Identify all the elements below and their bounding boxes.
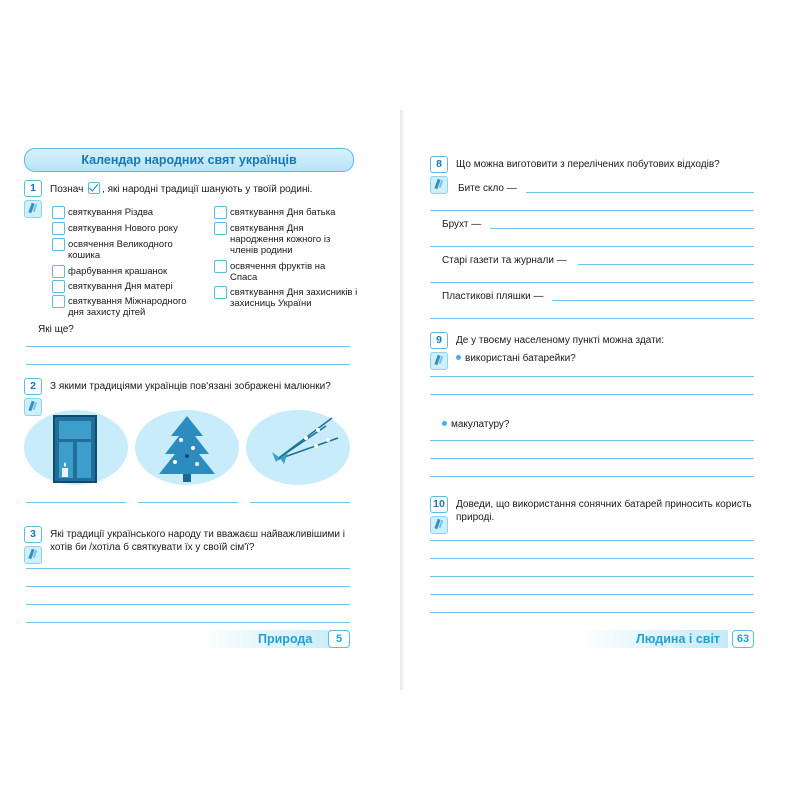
answer-line[interactable] — [26, 622, 350, 623]
right-page — [418, 110, 762, 690]
task-number-3: 3 — [24, 526, 42, 543]
task-number-8: 8 — [430, 156, 448, 173]
willow-branches-picture — [246, 410, 350, 485]
bullet-item — [442, 418, 509, 431]
bullet-text: макулатуру? — [451, 419, 510, 430]
checkbox[interactable] — [214, 222, 227, 235]
answer-line[interactable] — [26, 586, 350, 587]
task1-prompt-end: , які народні традиції шанують у твоїй родині. — [102, 184, 313, 195]
checkbox[interactable] — [214, 286, 227, 299]
bullet-icon — [456, 355, 461, 360]
checkbox[interactable] — [52, 222, 65, 235]
checkmark-icon — [88, 182, 100, 194]
answer-line[interactable] — [26, 364, 350, 365]
answer-line[interactable] — [430, 612, 754, 613]
answer-line[interactable] — [430, 282, 754, 283]
task-number-9: 9 — [430, 332, 448, 349]
checkbox[interactable] — [52, 280, 65, 293]
answer-line[interactable] — [430, 558, 754, 559]
answer-line[interactable] — [526, 192, 754, 193]
answer-line[interactable] — [26, 346, 350, 347]
answer-line[interactable] — [430, 594, 754, 595]
option-label: святкування Дня батька — [230, 207, 336, 218]
waste-item-label: Старі газети та журнали — — [442, 255, 567, 266]
task-number-10: 10 — [430, 496, 448, 513]
waste-item-label: Бите скло — — [458, 183, 517, 194]
waste-item-label: Пластикові пляшки — — [442, 291, 544, 302]
task3-prompt: Які традиції українського народу ти вважаєш найважливішими і хотів би /хотіла б святкувати їх у своїй сім'ї? — [50, 529, 345, 553]
task8-prompt: Що можна виготовити з перелічених побутових відходів? — [456, 159, 720, 170]
option-label: освячення фруктів на Спаса — [230, 261, 326, 283]
pencil-icon — [430, 176, 448, 194]
option-label: святкування Дня захисників і захисниць України — [230, 287, 358, 309]
option-label: святкування Дня матері — [68, 281, 173, 292]
christmas-tree-picture — [135, 410, 239, 485]
answer-line[interactable] — [430, 476, 754, 477]
task10-prompt: Доведи, що використання сонячних батарей приносить користь природі. — [456, 499, 752, 523]
answer-line[interactable] — [578, 264, 754, 265]
answer-line[interactable] — [430, 576, 754, 577]
task-number-2: 2 — [24, 378, 42, 395]
bullet-icon — [442, 421, 447, 426]
checkbox[interactable] — [52, 238, 65, 251]
checkbox[interactable] — [214, 206, 227, 219]
window-icon — [24, 410, 128, 485]
answer-line[interactable] — [430, 246, 754, 247]
footer-section-label: Природа — [258, 632, 313, 646]
option-label: освячення Великодного кошика — [68, 239, 173, 261]
checkbox[interactable] — [52, 206, 65, 219]
option-label: святкування Нового року — [68, 223, 178, 234]
task9-prompt: Де у твоєму населеному пункті можна здати: — [456, 335, 665, 346]
footer-section-label: Людина і світ — [636, 632, 721, 646]
pencil-icon — [430, 516, 448, 534]
answer-line[interactable] — [430, 376, 754, 377]
pencil-icon — [24, 200, 42, 218]
page-number: 5 — [328, 630, 350, 648]
answer-line[interactable] — [552, 300, 754, 301]
answer-line[interactable] — [250, 502, 350, 503]
bullet-item — [456, 352, 576, 365]
answer-line[interactable] — [26, 604, 350, 605]
page-gutter — [400, 110, 404, 690]
task-number-1: 1 — [24, 180, 42, 197]
answer-line[interactable] — [430, 318, 754, 319]
answer-line[interactable] — [490, 228, 754, 229]
page-title: Календар народних свят українців — [24, 148, 354, 172]
option-label: святкування Міжнародного дня захисту дітей — [68, 296, 187, 318]
checkbox[interactable] — [214, 260, 227, 273]
answer-line[interactable] — [430, 540, 754, 541]
pencil-icon — [430, 352, 448, 370]
answer-line[interactable] — [26, 502, 126, 503]
answer-line[interactable] — [138, 502, 238, 503]
answer-line[interactable] — [430, 458, 754, 459]
option-label: святкування Різдва — [68, 207, 154, 218]
willow-branch-icon — [246, 410, 350, 485]
window-candle-picture — [24, 410, 128, 485]
task1-prompt-start: Познач — [50, 184, 84, 195]
pencil-icon — [24, 546, 42, 564]
task2-prompt: З якими традиціями українців пов'язані зображені малюнки? — [50, 381, 331, 392]
bullet-text: використані батарейки? — [465, 353, 576, 364]
waste-item-label: Брухт — — [442, 219, 482, 230]
checkbox[interactable] — [52, 265, 65, 278]
option-label: святкування Дня народження кожного із членів родини — [230, 223, 331, 256]
christmas-tree-icon — [135, 410, 239, 485]
checkbox[interactable] — [52, 295, 65, 308]
answer-line[interactable] — [430, 440, 754, 441]
option-label: фарбування крашанок — [68, 266, 168, 277]
answer-line[interactable] — [26, 568, 350, 569]
page-number: 63 — [732, 630, 754, 648]
more-label: Які ще? — [38, 324, 74, 335]
answer-line[interactable] — [430, 210, 754, 211]
left-page — [18, 110, 362, 690]
answer-line[interactable] — [430, 394, 754, 395]
task1-prompt — [50, 182, 350, 196]
